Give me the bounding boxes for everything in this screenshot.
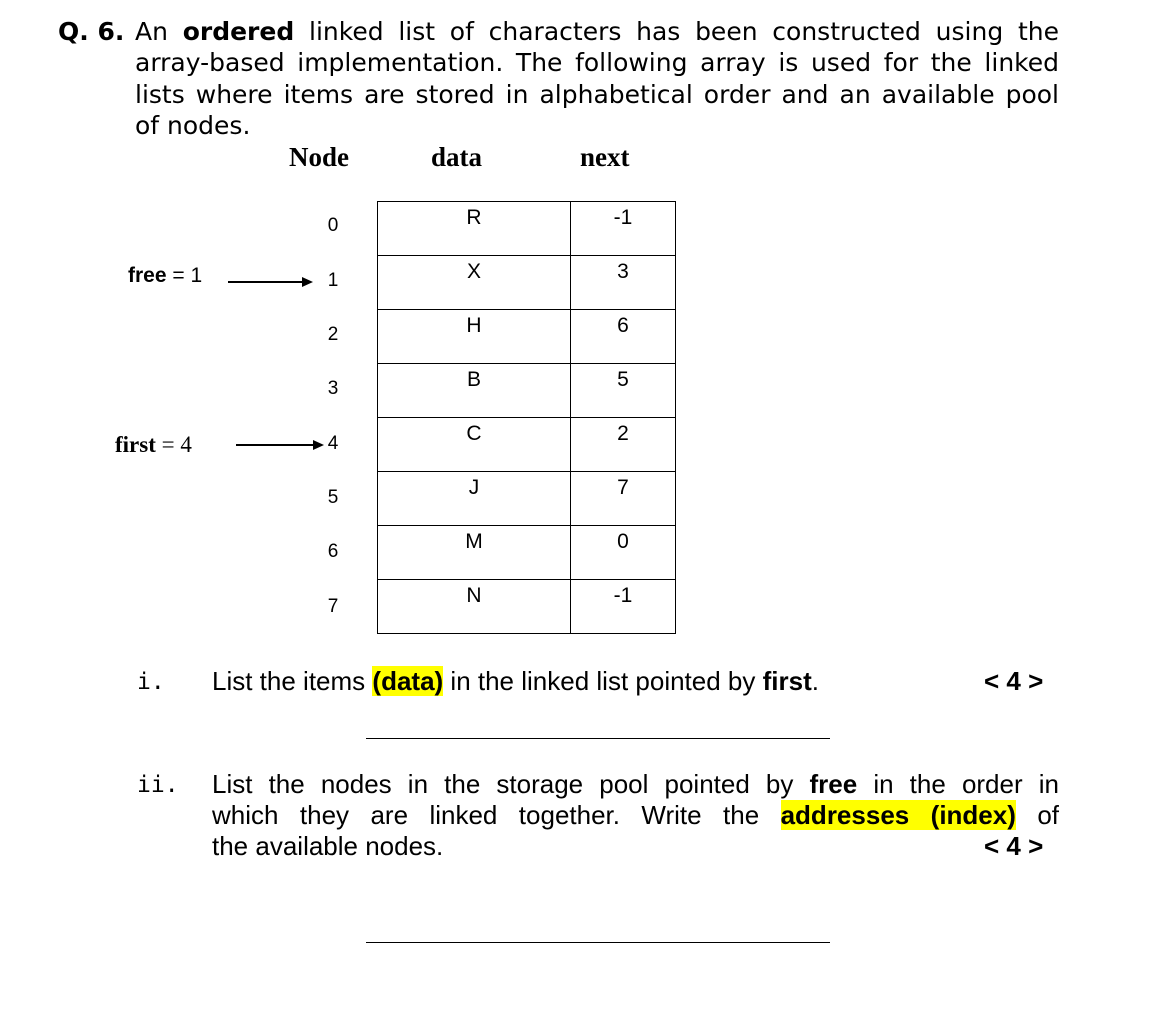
part-ii-line-2-post: of xyxy=(1037,800,1059,830)
part-i-label: i. xyxy=(137,669,165,695)
node-index-2: 2 xyxy=(327,324,339,345)
question-word-an: An xyxy=(135,17,168,46)
part-i-marks: < 4 > xyxy=(984,666,1044,696)
node-index-4: 4 xyxy=(327,433,339,454)
data-cell-4: C xyxy=(378,418,571,472)
next-cell-2: 6 xyxy=(571,310,676,364)
part-ii-line-1 xyxy=(212,769,1059,800)
node-index-1: 1 xyxy=(327,270,339,291)
part-i-text-pre: List the items xyxy=(212,666,373,696)
part-ii-line-2-pre: which they are linked together. Write the xyxy=(212,800,781,830)
question-line-3: lists where items are stored in alphabetical order and an available pool xyxy=(135,80,1059,109)
node-index-0: 0 xyxy=(327,215,339,236)
data-cell-2: H xyxy=(378,310,571,364)
header-data: data xyxy=(431,142,483,172)
next-cell-1: 3 xyxy=(571,256,676,310)
part-ii-line-1-pre: List the nodes in the storage pool pointed by xyxy=(212,769,810,799)
part-i-text xyxy=(212,666,819,697)
part-ii-label: ii. xyxy=(137,772,179,798)
question-line-1-rest: linked list of characters has been constructed using the xyxy=(309,17,1059,46)
next-cell-3: 5 xyxy=(571,364,676,418)
part-i-text-mid: in the linked list pointed by xyxy=(443,666,763,696)
header-node: Node xyxy=(289,142,349,172)
linked-list-array-table xyxy=(377,201,676,634)
data-cell-7: N xyxy=(378,580,571,634)
question-word-ordered: ordered xyxy=(182,17,295,46)
data-cell-1: X xyxy=(378,256,571,310)
node-index-6: 6 xyxy=(327,541,339,562)
part-i-first-keyword: first xyxy=(762,666,812,696)
node-index-5: 5 xyxy=(327,487,339,508)
first-pointer-name: first xyxy=(115,432,156,457)
part-ii-highlight: addresses (index) xyxy=(780,800,1016,830)
part-ii-marks: < 4 > xyxy=(984,831,1044,861)
node-index-7: 7 xyxy=(327,596,339,617)
data-cell-0: R xyxy=(378,202,571,256)
next-cell-4: 2 xyxy=(571,418,676,472)
question-line-2: array-based implementation. The following array is used for the linked xyxy=(135,48,1059,77)
part-i-highlight: (data) xyxy=(372,666,444,696)
first-arrow xyxy=(236,440,324,450)
data-cell-5: J xyxy=(378,472,571,526)
question-line-4: of nodes. xyxy=(135,111,251,140)
part-ii-free-keyword: free xyxy=(809,769,858,799)
header-next: next xyxy=(580,142,630,172)
next-cell-5: 7 xyxy=(571,472,676,526)
next-cell-7: -1 xyxy=(571,580,676,634)
free-pointer-name: free xyxy=(128,264,167,287)
part-ii-line-2 xyxy=(212,800,1059,831)
part-ii-answer-line[interactable] xyxy=(366,942,830,943)
free-arrow xyxy=(228,277,313,287)
next-cell-6: 0 xyxy=(571,526,676,580)
question-number: Q. 6. xyxy=(58,17,125,46)
data-cell-3: B xyxy=(378,364,571,418)
next-cell-0: -1 xyxy=(571,202,676,256)
part-ii-line-3: the available nodes. xyxy=(212,831,444,861)
node-index-3: 3 xyxy=(327,378,339,399)
free-pointer-value: = 1 xyxy=(166,264,203,287)
part-ii-line-1-post: in the order in xyxy=(873,769,1059,799)
first-pointer-value: = 4 xyxy=(155,432,192,457)
part-i-text-post: . xyxy=(811,666,819,696)
data-cell-6: M xyxy=(378,526,571,580)
part-i-answer-line[interactable] xyxy=(366,738,830,739)
